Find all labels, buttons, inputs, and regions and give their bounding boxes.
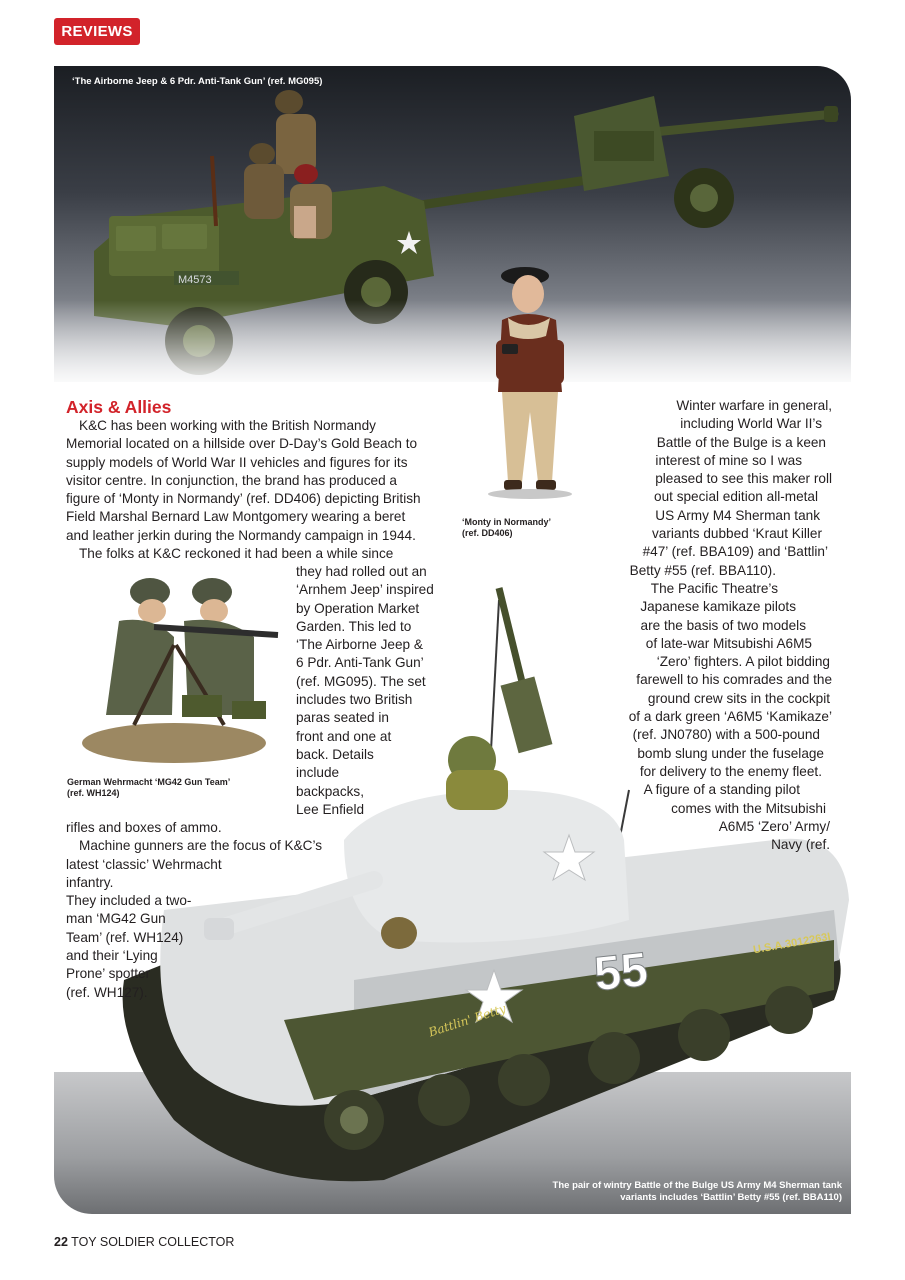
body-line: Field Marshal Bernard Law Montgomery wearing a beret — [66, 509, 406, 525]
body-line: paras seated in — [296, 710, 389, 726]
monty-figure-illustration — [480, 262, 580, 502]
body-line: and leather jerkin during the Normandy campaign in 1944. — [66, 527, 416, 543]
body-line: K&C has been working with the British Normandy — [79, 418, 376, 433]
body-line: out special edition all-metal — [654, 489, 818, 505]
body-line: rifles and boxes of ammo. — [66, 820, 222, 835]
body-line: latest ‘classic’ Wehrmacht — [66, 856, 222, 872]
body-line: figure of ‘Monty in Normandy’ (ref. DD406) depicting British — [66, 491, 421, 507]
body-line: Betty #55 (ref. BBA110). — [629, 562, 776, 578]
tank-number-text: 55 — [591, 943, 651, 1002]
left-column-wrap — [296, 563, 456, 819]
page-footer — [54, 1235, 234, 1249]
body-line: Prone’ spotter — [66, 966, 151, 982]
body-line: Team’ (ref. WH124) — [66, 929, 184, 945]
body-line: (ref. JN0780) with a 500-pound — [632, 727, 820, 743]
body-line: ‘Arnhem Jeep’ inspired — [296, 582, 434, 598]
body-line: front and one at — [296, 728, 392, 744]
body-line: Garden. This led to — [296, 618, 412, 634]
page-number: 22 — [54, 1235, 68, 1249]
gun-team-caption-line: German Wehrmacht ‘MG42 Gun Team’ — [67, 777, 231, 787]
body-line: Memorial located on a hillside over D-Day’s Gold Beach to — [66, 436, 418, 452]
body-line: and their ‘Lying — [66, 948, 158, 964]
body-line: back. Details — [296, 746, 374, 762]
body-line: The folks at K&C reckoned it had been a while since — [79, 546, 394, 562]
body-line: (ref. WH127). — [66, 984, 148, 1000]
tank-caption-line: variants includes ‘Battlin’ Betty #55 (ref. BBA110) — [620, 1192, 842, 1203]
body-line: includes two British — [296, 692, 413, 708]
body-line: man ‘MG42 Gun — [66, 911, 166, 927]
body-line: ‘Zero’ fighters. A pilot bidding — [656, 654, 830, 670]
body-line: of late-war Mitsubishi A6M5 — [645, 635, 812, 651]
body-line: bomb slung under the fuselage — [637, 745, 824, 761]
article-heading: Axis & Allies — [66, 397, 172, 417]
jeep-plate-text: M4573 — [178, 274, 212, 286]
tank-name-text: Battlin' Betty — [426, 1001, 508, 1040]
hero-caption: ‘The Airborne Jeep & 6 Pdr. Anti-Tank Gun’ (ref. MG095) — [72, 76, 323, 87]
left-column-top — [66, 417, 456, 563]
body-line: A6M5 ‘Zero’ Army/ — [718, 818, 830, 834]
body-line: Battle of the Bulge is a keen — [656, 434, 826, 450]
body-line: comes with the Mitsubishi — [671, 800, 826, 816]
section-badge: REVIEWS — [54, 18, 140, 45]
body-line: they had rolled out an — [296, 564, 427, 579]
body-line: supply models of World War II vehicles and figures for its — [66, 454, 408, 470]
body-line: US Army M4 Sherman tank — [655, 507, 820, 523]
body-line: for delivery to the enemy fleet. — [639, 763, 822, 779]
body-line: farewell to his comrades and the — [636, 672, 832, 688]
right-column — [600, 397, 832, 854]
body-line: interest of mine so I was — [655, 452, 802, 468]
body-line: A figure of a standing pilot — [643, 782, 800, 798]
body-line: They included a two- — [66, 893, 192, 909]
monty-caption — [462, 517, 551, 539]
body-line: Winter warfare in general, — [676, 398, 832, 413]
body-line: backpacks, — [296, 783, 365, 799]
body-line: (ref. MG095). The set — [296, 673, 426, 689]
tank-caption-line: The pair of wintry Battle of the Bulge US Army M4 Sherman tank — [552, 1180, 842, 1191]
body-line: include — [296, 765, 340, 781]
body-line: pleased to see this maker roll — [655, 471, 832, 487]
hero-fade — [54, 300, 851, 390]
body-line: variants dubbed ‘Kraut Killer — [651, 526, 822, 542]
body-line: infantry. — [66, 874, 114, 890]
body-line: Machine gunners are the focus of K&C’s — [79, 838, 323, 854]
body-line: Lee Enfield — [296, 801, 365, 817]
body-line: by Operation Market — [296, 600, 420, 616]
tank-caption — [482, 1180, 842, 1204]
body-line: of a dark green ‘A6M5 ‘Kamikaze’ — [628, 709, 832, 725]
monty-caption-line: ‘Monty in Normandy’ — [462, 517, 552, 527]
body-line: The Pacific Theatre’s — [650, 580, 778, 596]
body-line: Navy (ref. — [771, 837, 830, 853]
body-line: visitor centre. In conjunction, the brand has produced a — [66, 472, 397, 488]
tank-serial-text: U.S.A.3012263I — [752, 930, 832, 957]
gun-team-caption-line: (ref. WH124) — [67, 788, 120, 798]
body-line: including World War II’s — [680, 416, 822, 432]
body-line: are the basis of two models — [640, 617, 806, 633]
left-column-bottom — [66, 819, 356, 1002]
monty-caption-line: (ref. DD406) — [462, 528, 513, 538]
body-line: ‘The Airborne Jeep & — [296, 637, 423, 653]
body-line: ground crew sits in the cockpit — [647, 690, 830, 706]
body-line: Japanese kamikaze pilots — [640, 599, 796, 615]
body-line: #47’ (ref. BBA109) and ‘Battlin’ — [642, 544, 828, 560]
publication-name: TOY SOLDIER COLLECTOR — [71, 1235, 235, 1249]
body-line: 6 Pdr. Anti-Tank Gun’ — [296, 655, 424, 671]
